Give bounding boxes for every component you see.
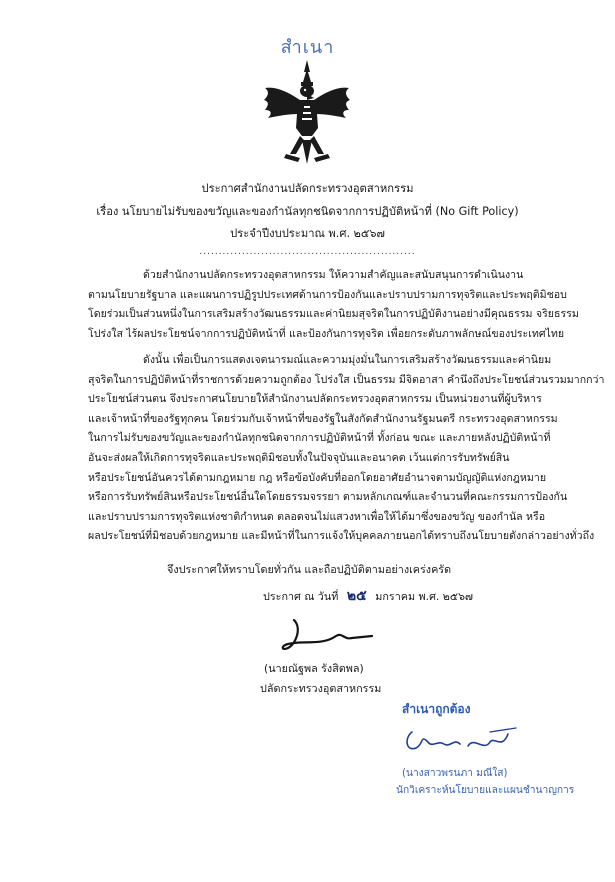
- paragraph-line: สุจริตในการปฏิบัติหน้าที่ราชการด้วยความถูกต้อง โปร่งใส เป็นธรรม มีจิตอาสา คำนึงถึงประโยชน์ส่วนรวมมากกว่า: [88, 373, 605, 386]
- signature-icon: [272, 610, 382, 660]
- date-month-year: มกราคม พ.ศ. ๒๕๖๗: [375, 590, 474, 603]
- paragraph-line: และเจ้าหน้าที่ของรัฐทุกคน โดยร่วมกับเจ้าหน้าที่ของรัฐในสังกัดสำนักงานรัฐมนตรี กระทรวงอุตสาหกรรม: [88, 412, 558, 425]
- certifier-position: นักวิเคราะห์นโยบายและแผนชำนาญการ: [396, 785, 575, 796]
- paragraph-line: โดยร่วมเป็นส่วนหนึ่งในการเสริมสร้างวัฒนธรรมและค่านิยมสุจริตในการปฏิบัติงานอย่างมีคุณธรรม จริยธรรม: [88, 308, 579, 321]
- signatory-name: (นายณัฐพล รังสิตพล): [264, 662, 364, 675]
- paragraph-line: ตามนโยบายรัฐบาล และแผนการปฏิรูปประเทศด้านการป้องกันและปราบปรามการทุจริตและประพฤติมิชอบ: [88, 288, 567, 301]
- paragraph-line: หรือการรับทรัพย์สินหรือประโยชน์อื่นใดโดยธรรมจรรยา ตามหลักเกณฑ์และจำนวนที่คณะกรรมการป้องกัน: [88, 491, 568, 504]
- fiscal-year: ประจำปีงบประมาณ พ.ศ. ๒๕๖๗: [230, 227, 385, 240]
- paragraph-line: ในการไม่รับของขวัญและของกำนัลทุกชนิดจากการปฏิบัติหน้าที่ ทั้งก่อน ขณะ และภายหลังปฏิบัติหน้าที่: [88, 432, 551, 445]
- certifier-name: (นางสาวพรนภา มณีใส): [402, 768, 508, 779]
- date-day: ๒๕: [346, 588, 367, 604]
- paragraph-line: ผลประโยชน์ที่มิชอบด้วยกฎหมาย และมีหน้าที่ในการแจ้งให้บุคคลภายนอกได้ทราบถึงนโยบายดังกล่าวอย่างทั่วถึง: [88, 530, 595, 543]
- paragraph-line: ดังนั้น เพื่อเป็นการแสดงเจตนารมณ์และความมุ่งมั่นในการเสริมสร้างวัฒนธรรมและค่านิยม: [143, 354, 552, 366]
- garuda-emblem-icon: [262, 58, 352, 168]
- paragraph-line: ประโยชน์ส่วนตน จึงประกาศนโยบายให้สำนักงานปลัดกระทรวงอุตสาหกรรม เป็นหน่วยงานที่ผู้บริหาร: [88, 393, 542, 406]
- announcement-title: ประกาศสำนักงานปลัดกระทรวงอุตสาหกรรม: [201, 182, 414, 195]
- signatory-position: ปลัดกระทรวงอุตสาหกรรม: [260, 682, 382, 695]
- copy-stamp: สำเนา: [280, 37, 335, 58]
- paragraph-line: ด้วยสำนักงานปลัดกระทรวงอุตสาหกรรม ให้ความสำคัญและสนับสนุนการดำเนินงาน: [143, 269, 524, 281]
- closing-statement: จึงประกาศให้ทราบโดยทั่วกัน และถือปฏิบัติตามอย่างเคร่งครัด: [167, 563, 452, 576]
- paragraph-intro: [88, 266, 579, 344]
- certified-copy-label: สำเนาถูกต้อง: [402, 702, 471, 716]
- separator: ........................................................: [199, 247, 416, 257]
- paragraph-policy: [88, 351, 605, 547]
- announcement-subject: เรื่อง นโยบายไม่รับของขวัญและของกำนัลทุกชนิดจากการปฏิบัติหน้าที่ (No Gift Policy): [96, 205, 519, 218]
- announcement-date: [263, 585, 473, 607]
- paragraph-line: และปราบปรามการทุจริตแห่งชาติกำหนด ตลอดจนไม่แสวงหาเพื่อให้ได้มาซึ่งของขวัญ ของกำนัล หรือ: [88, 510, 546, 523]
- paragraph-line: หรือประโยชน์อันควรได้ตามกฎหมาย กฎ หรือข้อบังคับที่ออกโดยอาศัยอำนาจตามบัญญัติแห่งกฎหมาย: [88, 471, 547, 484]
- paragraph-line: อันจะส่งผลให้เกิดการทุจริตและประพฤติมิชอบทั้งในปัจจุบันและอนาคต เว้นแต่การรับทรัพย์สิน: [88, 451, 510, 464]
- paragraph-line: โปร่งใส ไร้ผลประโยชน์จากการปฏิบัติหน้าที่ และป้องกันการทุจริต เพื่อยกระดับภาพลักษณ์ของประเทศไทย: [88, 327, 565, 340]
- certifier-signature-icon: [398, 722, 528, 764]
- date-prefix: ประกาศ ณ วันที่: [263, 590, 339, 603]
